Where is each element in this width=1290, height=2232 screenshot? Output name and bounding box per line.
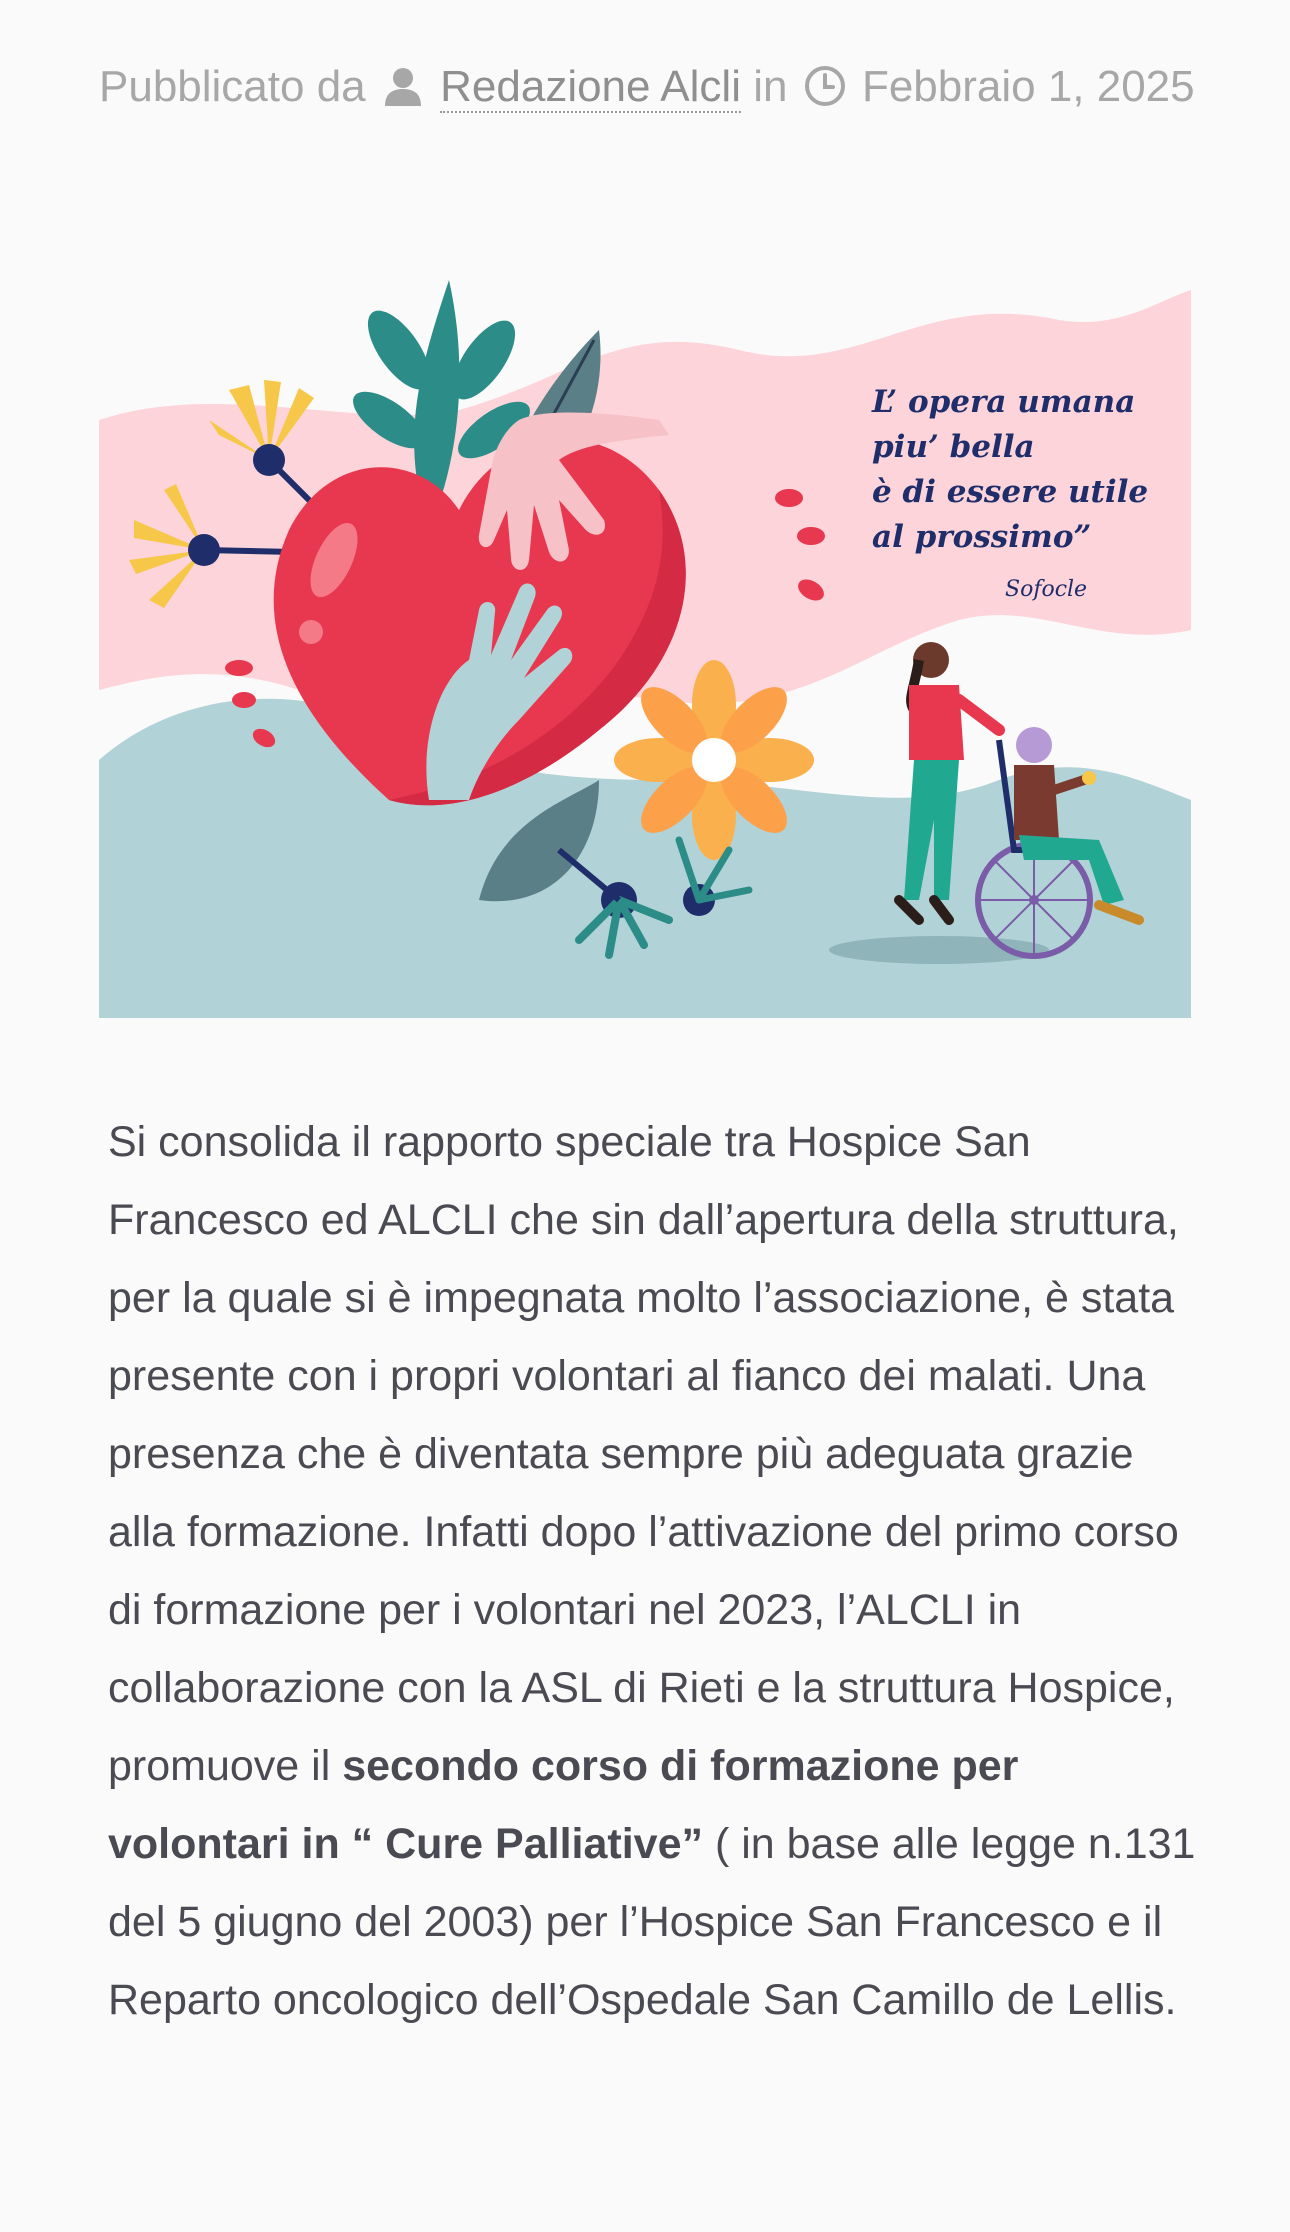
article-text-intro: Si consolida il rapporto speciale tra Hospice San Francesco ed ALCLI che sin dall’apertura della struttura, per la quale si è impegnata molto l’associazione, è stata presente con i propri volontari al fianco dei malati. Una presenza che è diventata sempre più adeguata grazie alla formazione. Infatti dopo l’attivazione del primo corso di formazione per i volontari nel 2023, l’ALCLI in collaborazione con la ASL di Rieti e la struttura Hospice, promuove il xyxy=(108,1118,1179,1790)
quote-line-3: è di essere utile xyxy=(872,474,1149,510)
article-paragraph xyxy=(108,1103,1198,2039)
publish-date: Febbraio 1, 2025 xyxy=(861,62,1195,111)
article-text-outro: ( in base alle legge n.131 del 5 giugno del 2003) per l’Hospice San Francesco e il Reparto oncologico dell’Ospedale San Camillo de Lellis. xyxy=(108,1820,1196,2024)
quote-author: Sofocle xyxy=(1005,577,1088,602)
user-icon xyxy=(382,54,424,132)
article-body xyxy=(108,1103,1198,2039)
article-text-highlight: secondo corso di formazione per volontari in “ Cure Palliative” xyxy=(108,1742,1019,1868)
quote-line-4: al prossimo” xyxy=(872,519,1092,555)
published-by-label: Pubblicato da xyxy=(99,62,366,111)
post-meta xyxy=(99,48,1199,132)
author-link[interactable]: Redazione Alcli xyxy=(440,62,741,111)
quote-line-2: piu’ bella xyxy=(872,429,1035,465)
clock-icon xyxy=(804,54,846,132)
quote-line-1: L’ opera umana xyxy=(872,384,1136,420)
in-label: in xyxy=(753,62,788,111)
hero-illustration xyxy=(99,260,1191,1018)
